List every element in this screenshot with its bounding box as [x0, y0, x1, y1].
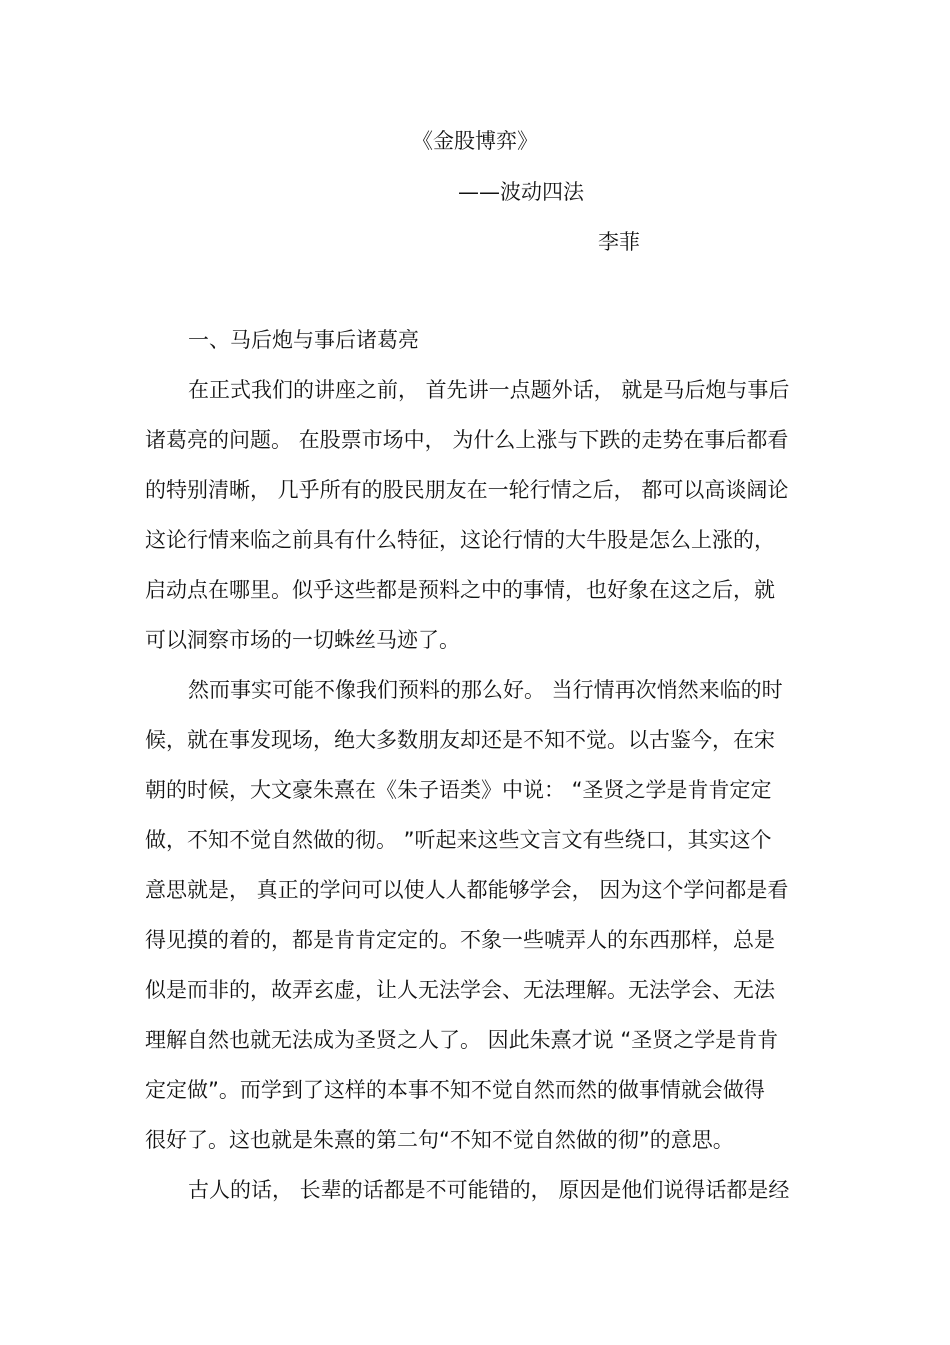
- document-subtitle: ——波动四法: [458, 180, 584, 204]
- paragraph-line: 候，就在事发现场，绝大多数朋友却还是不知不觉。以古鉴今，在宋: [145, 728, 775, 752]
- paragraph-line: 得见摸的着的，都是肯肯定定的。不象一些唬弄人的东西那样，总是: [145, 928, 775, 952]
- paragraph-line: 古人的话， 长辈的话都是不可能错的， 原因是他们说得话都是经: [188, 1178, 790, 1202]
- paragraph-line: 似是而非的，故弄玄虚，让人无法学会、无法理解。无法学会、无法: [145, 978, 775, 1002]
- document-body: [145, 325, 815, 1225]
- paragraph-line: 诸葛亮的问题。 在股票市场中， 为什么上涨与下跌的走势在事后都看: [145, 428, 789, 452]
- section-heading: 一、马后炮与事后诸葛亮: [188, 328, 419, 352]
- document-author: 李菲: [598, 230, 640, 254]
- paragraph-line: 理解自然也就无法成为圣贤之人了。 因此朱熹才说 “圣贤之学是肯肯: [145, 1028, 779, 1052]
- paragraph-line: 启动点在哪里。似乎这些都是预料之中的事情，也好象在这之后，就: [145, 578, 775, 602]
- paragraph-line: 然而事实可能不像我们预料的那么好。 当行情再次悄然来临的时: [188, 678, 783, 702]
- paragraph-line: 可以洞察市场的一切蛛丝马迹了。: [145, 628, 460, 652]
- paragraph-line: 的特别清晰， 几乎所有的股民朋友在一轮行情之后， 都可以高谈阔论: [145, 478, 789, 502]
- paragraph-line: 朝的时候，大文豪朱熹在《朱子语类》中说： “圣贤之学是肯肯定定: [145, 778, 772, 802]
- document-title: 《金股博弈》: [412, 129, 538, 153]
- paragraph-line: 很好了。这也就是朱熹的第二句“不知不觉自然做的彻”的意思。: [145, 1128, 734, 1152]
- paragraph-line: 做，不知不觉自然做的彻。 ”听起来这些文言文有些绕口，其实这个: [145, 828, 772, 852]
- paragraph-line: 这论行情来临之前具有什么特征，这论行情的大牛股是怎么上涨的，: [145, 528, 775, 552]
- paragraph-line: 意思就是， 真正的学问可以使人人都能够学会， 因为这个学问都是看: [145, 878, 789, 902]
- paragraph-line: 定定做”。而学到了这样的本事不知不觉自然而然的做事情就会做得: [145, 1078, 765, 1102]
- paragraph-line: 在正式我们的讲座之前， 首先讲一点题外话， 就是马后炮与事后: [188, 378, 790, 402]
